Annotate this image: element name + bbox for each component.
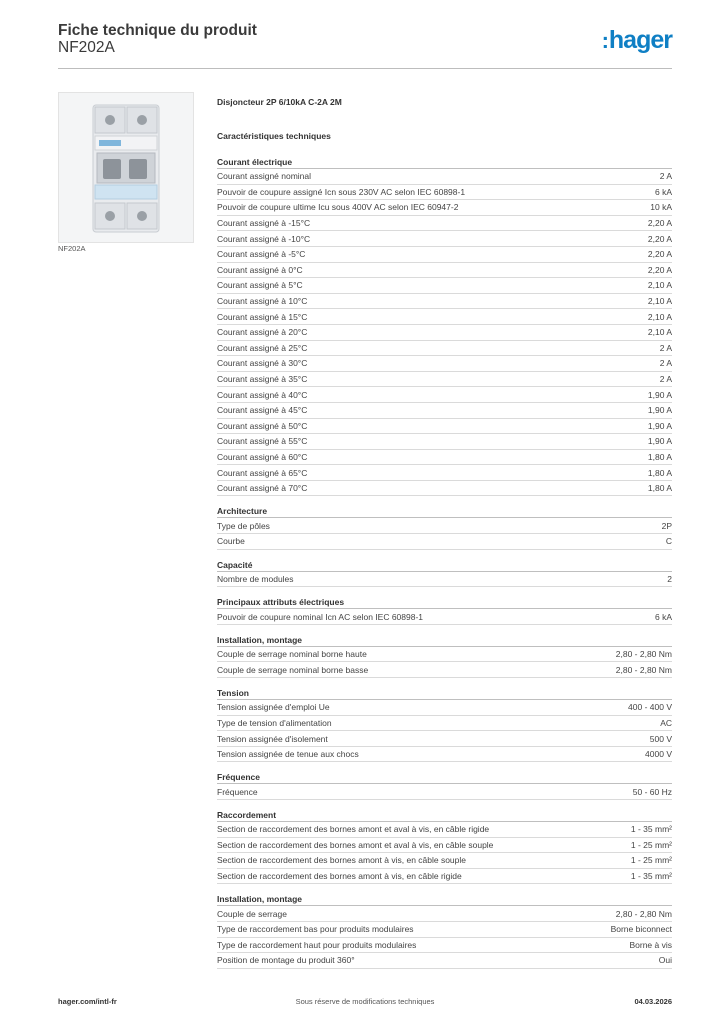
spec-value: 2,20 A xyxy=(647,233,672,244)
group-title: Installation, montage xyxy=(217,893,672,906)
spec-value: C xyxy=(665,536,672,547)
spec-row xyxy=(217,465,672,481)
product-name: Disjoncteur 2P 6/10kA C-2A 2M xyxy=(217,97,342,107)
header-divider xyxy=(58,68,672,69)
spec-row xyxy=(217,387,672,403)
spec-label: Tension assignée de tenue aux chocs xyxy=(217,749,359,760)
spec-row xyxy=(217,784,672,800)
spec-row xyxy=(217,922,672,938)
spec-row xyxy=(217,216,672,232)
footer-date: 04.03.2026 xyxy=(634,997,672,1006)
spec-value: 1,80 A xyxy=(647,483,672,494)
spec-value: 1 - 25 mm² xyxy=(630,855,672,866)
spec-row xyxy=(217,572,672,588)
spec-row xyxy=(217,518,672,534)
spec-value: 1 - 25 mm² xyxy=(630,839,672,850)
spec-row xyxy=(217,481,672,497)
spec-value: 2,80 - 2,80 Nm xyxy=(615,664,672,675)
logo-dots-icon: : xyxy=(601,28,608,53)
spec-row xyxy=(217,450,672,466)
spec-value: Borne à vis xyxy=(629,939,672,950)
page-header xyxy=(58,22,672,68)
section-label: Caractéristiques techniques xyxy=(217,131,331,141)
spec-value: 1,80 A xyxy=(647,451,672,462)
spec-row xyxy=(217,403,672,419)
spec-row xyxy=(217,747,672,763)
logo-text: hager xyxy=(608,26,672,54)
spec-row xyxy=(217,534,672,550)
spec-label: Courant assigné à 50°C xyxy=(217,420,308,431)
footer-website-link[interactable]: hager.com/intl-fr xyxy=(58,997,117,1006)
spec-label: Courant assigné à 0°C xyxy=(217,264,303,275)
spec-label: Fréquence xyxy=(217,786,258,797)
spec-value: 2,20 A xyxy=(647,264,672,275)
spec-row xyxy=(217,200,672,216)
spec-label: Courant assigné à 70°C xyxy=(217,483,308,494)
spec-group xyxy=(217,505,672,549)
spec-value: Oui xyxy=(658,955,672,966)
spec-label: Courant assigné à 15°C xyxy=(217,311,308,322)
spec-value: 2 A xyxy=(659,171,672,182)
circuit-breaker-illustration xyxy=(59,93,193,242)
group-title: Fréquence xyxy=(217,771,672,784)
spec-row xyxy=(217,263,672,279)
spec-group xyxy=(217,771,672,800)
spec-label: Courant assigné à 35°C xyxy=(217,374,308,385)
spec-row xyxy=(217,716,672,732)
spec-row xyxy=(217,647,672,663)
spec-value: 1 - 35 mm² xyxy=(630,871,672,882)
spec-value: 1,90 A xyxy=(647,420,672,431)
spec-value: 2 xyxy=(667,573,672,584)
spec-value: 2,10 A xyxy=(647,311,672,322)
spec-content xyxy=(217,96,672,978)
spec-label: Courant assigné à -10°C xyxy=(217,233,311,244)
spec-label: Courant assigné à 40°C xyxy=(217,389,308,400)
group-title: Capacité xyxy=(217,559,672,572)
spec-label: Couple de serrage nominal borne haute xyxy=(217,649,367,660)
spec-value: 2,10 A xyxy=(647,296,672,307)
spec-row xyxy=(217,953,672,969)
spec-label: Courant assigné à -15°C xyxy=(217,218,311,229)
spec-label: Section de raccordement des bornes amont et aval à vis, en câble rigide xyxy=(217,824,490,835)
spec-label: Courant assigné à 10°C xyxy=(217,296,308,307)
spec-row xyxy=(217,869,672,885)
spec-label: Couple de serrage nominal borne basse xyxy=(217,664,369,675)
spec-label: Couple de serrage xyxy=(217,908,287,919)
spec-row xyxy=(217,662,672,678)
group-title: Raccordement xyxy=(217,809,672,822)
spec-value: 500 V xyxy=(649,733,672,744)
spec-label: Courant assigné à 65°C xyxy=(217,467,308,478)
spec-row xyxy=(217,938,672,954)
spec-label: Type de raccordement haut pour produits modulaires xyxy=(217,939,417,950)
group-title: Installation, montage xyxy=(217,634,672,647)
spec-row xyxy=(217,325,672,341)
spec-value: 50 - 60 Hz xyxy=(632,786,672,797)
spec-value: 2,80 - 2,80 Nm xyxy=(615,908,672,919)
spec-label: Courant assigné à 55°C xyxy=(217,436,308,447)
spec-label: Courant assigné à -5°C xyxy=(217,249,306,260)
spec-label: Courant assigné à 45°C xyxy=(217,405,308,416)
spec-value: 2 A xyxy=(659,374,672,385)
group-title: Architecture xyxy=(217,505,672,518)
spec-row xyxy=(217,700,672,716)
spec-group xyxy=(217,809,672,884)
spec-value: 6 kA xyxy=(654,186,672,197)
spec-label: Courant assigné à 5°C xyxy=(217,280,303,291)
spec-value: 2,80 - 2,80 Nm xyxy=(615,649,672,660)
spec-label: Courant assigné à 30°C xyxy=(217,358,308,369)
spec-group xyxy=(217,893,672,968)
spec-value: 2 A xyxy=(659,342,672,353)
product-image xyxy=(58,92,194,243)
spec-row xyxy=(217,822,672,838)
footer-notice: Sous réserve de modifications techniques xyxy=(295,997,435,1006)
spec-group xyxy=(217,596,672,625)
group-title: Principaux attributs électriques xyxy=(217,596,672,609)
spec-label: Section de raccordement des bornes amont à vis, en câble souple xyxy=(217,855,467,866)
spec-row xyxy=(217,169,672,185)
spec-value: 2 A xyxy=(659,358,672,369)
group-title: Courant électrique xyxy=(217,156,672,169)
spec-row xyxy=(217,434,672,450)
product-reference: NF202A xyxy=(58,39,115,56)
spec-row xyxy=(217,185,672,201)
spec-row xyxy=(217,294,672,310)
spec-row xyxy=(217,372,672,388)
spec-row xyxy=(217,609,672,625)
spec-row xyxy=(217,853,672,869)
spec-row xyxy=(217,838,672,854)
spec-label: Tension assignée d'emploi Ue xyxy=(217,702,330,713)
spec-label: Courant assigné à 60°C xyxy=(217,451,308,462)
spec-group xyxy=(217,634,672,678)
spec-value: Borne biconnect xyxy=(610,924,672,935)
spec-label: Pouvoir de coupure assigné Icn sous 230V AC selon IEC 60898-1 xyxy=(217,186,466,197)
spec-row xyxy=(217,731,672,747)
hager-logo xyxy=(602,26,672,55)
spec-value: 2,20 A xyxy=(647,249,672,260)
spec-value: 2,10 A xyxy=(647,327,672,338)
spec-value: 1,90 A xyxy=(647,436,672,447)
spec-row xyxy=(217,247,672,263)
spec-label: Section de raccordement des bornes amont à vis, en câble rigide xyxy=(217,871,462,882)
page-footer xyxy=(58,997,672,1009)
spec-row xyxy=(217,231,672,247)
spec-row xyxy=(217,341,672,357)
spec-row xyxy=(217,419,672,435)
spec-value: 10 kA xyxy=(650,202,672,213)
group-title: Tension xyxy=(217,687,672,700)
spec-label: Nombre de modules xyxy=(217,573,294,584)
spec-value: 2,10 A xyxy=(647,280,672,291)
spec-label: Pouvoir de coupure nominal Icn AC selon IEC 60898-1 xyxy=(217,611,424,622)
spec-groups xyxy=(217,156,672,969)
spec-value: 4000 V xyxy=(645,749,672,760)
spec-value: 1 - 35 mm² xyxy=(630,824,672,835)
spec-row xyxy=(217,309,672,325)
spec-label: Type de tension d'alimentation xyxy=(217,717,332,728)
spec-value: 2,20 A xyxy=(647,218,672,229)
image-caption: NF202A xyxy=(58,244,86,253)
spec-row xyxy=(217,278,672,294)
spec-label: Pouvoir de coupure ultime Icu sous 400V AC selon IEC 60947-2 xyxy=(217,202,459,213)
spec-label: Section de raccordement des bornes amont et aval à vis, en câble souple xyxy=(217,839,494,850)
spec-label: Type de raccordement bas pour produits modulaires xyxy=(217,924,414,935)
document-title: Fiche technique du produit xyxy=(58,22,257,39)
spec-label: Courant assigné à 20°C xyxy=(217,327,308,338)
spec-label: Courbe xyxy=(217,536,245,547)
spec-group xyxy=(217,559,672,588)
spec-value: 2P xyxy=(661,520,672,531)
spec-value: 400 - 400 V xyxy=(628,702,672,713)
spec-value: 1,90 A xyxy=(647,389,672,400)
spec-group xyxy=(217,156,672,496)
spec-label: Courant assigné à 25°C xyxy=(217,342,308,353)
spec-value: 1,90 A xyxy=(647,405,672,416)
spec-row xyxy=(217,906,672,922)
spec-label: Courant assigné nominal xyxy=(217,171,312,182)
spec-label: Tension assignée d'isolement xyxy=(217,733,328,744)
spec-label: Position de montage du produit 360° xyxy=(217,955,355,966)
spec-label: Type de pôles xyxy=(217,520,270,531)
spec-value: AC xyxy=(660,717,672,728)
spec-group xyxy=(217,687,672,762)
spec-value: 6 kA xyxy=(654,611,672,622)
spec-row xyxy=(217,356,672,372)
spec-value: 1,80 A xyxy=(647,467,672,478)
